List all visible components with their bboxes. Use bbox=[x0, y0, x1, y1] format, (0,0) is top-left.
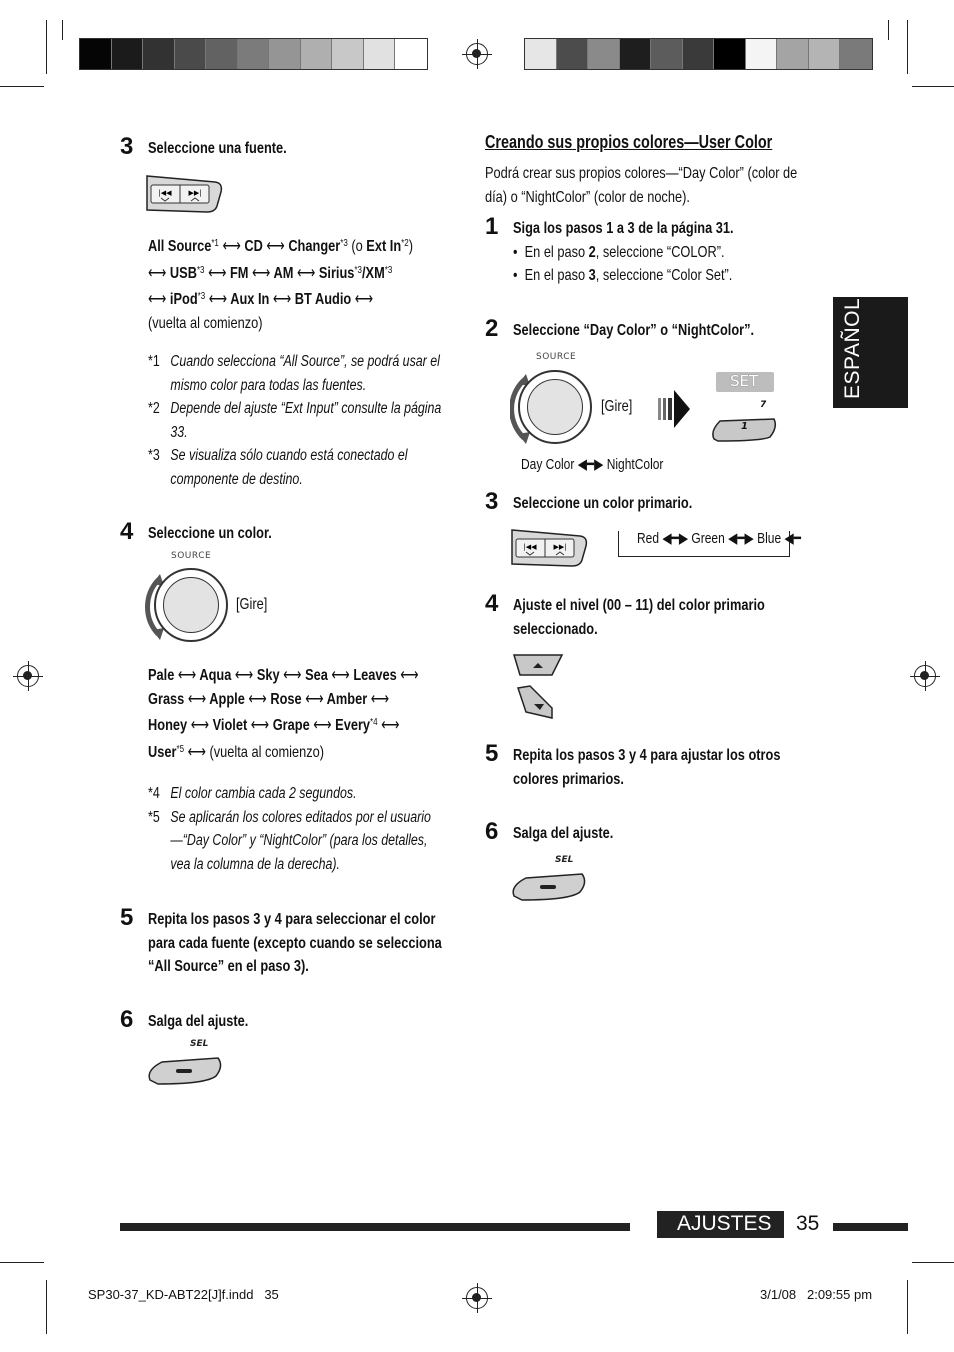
source-line-1: All Source$^{*1}$ ⟷ CD ⟷ Changer$^{*3}$ (o Ext In$^{*2}$) bbox=[148, 238, 413, 255]
grayscale-bar-right bbox=[524, 38, 873, 70]
crop-mark bbox=[62, 20, 63, 40]
step-text: Ajuste el nivel (00 – 11) del color primario seleccionado. bbox=[513, 597, 765, 638]
footer-section-label: AJUSTES bbox=[677, 1212, 772, 1235]
source-label: SOURCE bbox=[171, 551, 212, 561]
crop-mark bbox=[0, 86, 44, 87]
crop-mark bbox=[912, 86, 954, 87]
registration-mark-icon bbox=[466, 1287, 488, 1309]
footer-rule bbox=[833, 1223, 908, 1231]
up-button-icon[interactable] bbox=[512, 651, 564, 679]
footnote: *4 El color cambia cada 2 segundos. *5 Se aplicarán los colores editados por el usuario—“Day Color” y “NightColor” (para los detalles, vea la columna de la derecha). bbox=[148, 785, 431, 873]
step-number: 4 bbox=[485, 590, 499, 617]
registration-mark-icon bbox=[914, 665, 936, 687]
bullet-item: • En el paso 2, seleccione “COLOR”. bbox=[513, 244, 725, 261]
source-knob[interactable] bbox=[154, 568, 228, 642]
color-line-2: Grass ⟷ Apple ⟷ Rose ⟷ Amber ⟷ bbox=[148, 690, 390, 708]
step-text: Seleccione “Day Color” o “NightColor”. bbox=[513, 322, 755, 339]
footer-rule bbox=[120, 1223, 630, 1231]
crop-mark bbox=[46, 1280, 47, 1334]
step-number: 6 bbox=[120, 1006, 134, 1033]
arrow-right-icon bbox=[658, 388, 692, 430]
remote-skip-buttons-icon bbox=[145, 170, 225, 216]
step-text: Seleccione un color primario. bbox=[513, 495, 693, 512]
sel-button-icon[interactable] bbox=[510, 870, 588, 902]
svg-text:|◀◀: |◀◀ bbox=[523, 543, 537, 551]
step-number: 1 bbox=[485, 213, 499, 240]
set-display bbox=[716, 372, 774, 392]
step-number: 5 bbox=[485, 740, 499, 767]
remote-skip-buttons-icon bbox=[510, 526, 590, 572]
color-line-3: Honey ⟷ Violet ⟷ Grape ⟷ Every$^{*4}$ ⟷ bbox=[148, 717, 400, 734]
step-number: 6 bbox=[485, 818, 499, 845]
registration-mark-icon bbox=[466, 43, 488, 65]
step-number: 3 bbox=[485, 488, 499, 515]
crop-mark bbox=[888, 20, 889, 40]
crop-mark bbox=[912, 1262, 954, 1263]
source-line-2: ⟷ USB$^{*3}$ ⟷ FM ⟷ AM ⟷ Sirius$^{*3}$/XM$^{*3}$ bbox=[148, 264, 393, 282]
page-number: 35 bbox=[796, 1212, 820, 1235]
section-heading: Creando sus propios colores—User Color bbox=[485, 132, 773, 152]
svg-text:▶▶|: ▶▶| bbox=[553, 543, 567, 551]
color-line-1: Pale ⟷ Aqua ⟷ Sky ⟷ Sea ⟷ Leaves ⟷ bbox=[148, 667, 419, 684]
step-number: 2 bbox=[485, 315, 499, 342]
day-night-toggle: Day Color ◀━▶ NightColor bbox=[521, 456, 664, 473]
step-number: 5 bbox=[120, 904, 134, 931]
source-line-4: (vuelta al comienzo) bbox=[148, 314, 263, 332]
grayscale-bar-left bbox=[79, 38, 428, 70]
primary-color-cycle: Red ◀━▶ Green ◀━▶ Blue ◀━ bbox=[618, 531, 790, 557]
footnote: *1 Cuando selecciona “All Source”, se podrá usar el mismo color para todas las fuentes. *2 Depende del ajuste “Ext Input” consulte la página 33. *3 Se visualiza sólo cuando está conectado el componente de destino. bbox=[148, 353, 442, 488]
sel-button-icon[interactable] bbox=[146, 1054, 224, 1086]
registration-mark-icon bbox=[17, 665, 39, 687]
source-cycle-list bbox=[148, 232, 413, 335]
step-text: Salga del ajuste. bbox=[513, 825, 614, 842]
preset-label: 7 bbox=[760, 400, 767, 410]
source-line-3: ⟷ iPod$^{*3}$ ⟷ Aux In ⟷ BT Audio ⟷ bbox=[148, 291, 374, 308]
step-number: 4 bbox=[120, 518, 134, 545]
step-text: Seleccione una fuente. bbox=[148, 140, 287, 157]
language-tab bbox=[833, 297, 908, 408]
step-text: Seleccione un color. bbox=[148, 525, 272, 542]
step-text: Repita los pasos 3 y 4 para ajustar los otros colores primarios. bbox=[513, 747, 781, 788]
down-button-icon[interactable] bbox=[514, 684, 558, 720]
sel-label: SEL bbox=[555, 855, 574, 865]
print-date: 3/1/08 2:09:55 pm bbox=[760, 1287, 873, 1302]
source-knob[interactable] bbox=[518, 370, 592, 444]
source-label: SOURCE bbox=[536, 352, 577, 362]
color-line-4: User$^{*5}$ ⟷ (vuelta al comienzo) bbox=[148, 743, 325, 761]
crop-mark bbox=[46, 20, 47, 74]
preset-button-label: 1 bbox=[741, 421, 748, 432]
step-text: Siga los pasos 1 a 3 de la página 31. bbox=[513, 220, 734, 237]
turn-label: [Gire] bbox=[601, 398, 633, 415]
bullet-item: • En el paso 3, seleccione “Color Set”. bbox=[513, 267, 733, 284]
crop-mark bbox=[907, 20, 908, 74]
svg-text:|◀◀: |◀◀ bbox=[158, 189, 172, 197]
file-info: SP30-37_KD-ABT22[J]f.indd 35 bbox=[88, 1287, 279, 1302]
footer-section-box bbox=[657, 1211, 784, 1238]
svg-text:▶▶|: ▶▶| bbox=[188, 189, 202, 197]
crop-mark bbox=[0, 1262, 44, 1263]
language-tab-label: ESPAÑOL bbox=[841, 297, 864, 399]
step-text: Repita los pasos 3 y 4 para seleccionar el color para cada fuente (excepto cuando se selecciona “All Source” en el paso 3). bbox=[148, 911, 442, 975]
intro-text: Podrá crear sus propios colores—“Day Color” (color de día) o “NightColor” (color de noche). bbox=[485, 165, 798, 206]
step-text: Salga del ajuste. bbox=[148, 1013, 249, 1030]
crop-mark bbox=[907, 1280, 908, 1334]
set-label: SET bbox=[730, 372, 759, 390]
turn-label: [Gire] bbox=[236, 596, 268, 613]
step-number: 3 bbox=[120, 133, 134, 160]
color-cycle-list bbox=[148, 664, 419, 764]
sel-label: SEL bbox=[190, 1039, 209, 1049]
